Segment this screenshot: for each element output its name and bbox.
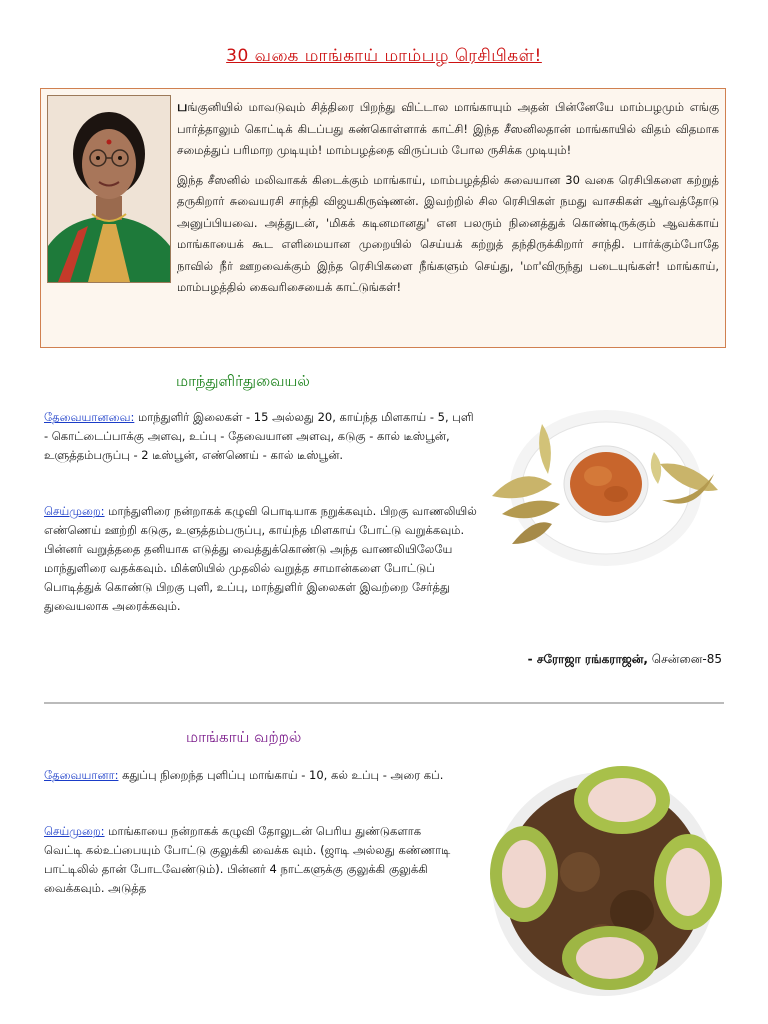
- section-divider: [44, 702, 724, 704]
- intro-paragraph-1: [47, 97, 719, 162]
- intro-paragraph-2: இந்த சீஸனில் மலிவாகக் கிடைக்கும் மாங்காய், மாம்பழத்தில் சுவையான 30 வகை ரெசிபிகளை கற்றுத் தருகிறார் சுவையரசி சாந்தி விஜயகிருஷ்ணன். இவற்றில் சில ரெசிபிகள் நமது வாசகிகள் ஆர்வத்தோடு அனுப்பியவை. அத்துடன், 'மிகக் கடினமானது' என பலரும் நினைத்துக் கொண்டிருக்கும் ஆவக்காய் மாங்காயைக் கூட எளிமையான முறையில் செய்யக் கற்றுத் தந்திருக்கிறார் சாந்தி. பார்க்கும்போதே நாவில் நீர் ஊறவைக்கும் இந்த ரெசிபிகளை நீங்களும் செய்து, 'மா'விருந்து படையுங்கள்! மாங்காய், மாம்பழத்தில் கைவரிசையைக் காட்டுங்கள்!: [177, 172, 719, 294]
- recipe2-ingredients-text: கதுப்பு நிறைந்த புளிப்பு மாங்காய் - 10, கல் உப்பு - அரை கப்.: [118, 768, 444, 782]
- recipe1-ingredients-text: மாந்துளிர் இலைகள் - 15 அல்லது 20, காய்ந்த மிளகாய் - 5, புளி - கொட்டைப்பாக்கு அளவு, உப்பு - தேவையான அளவு, கடுகு - கால் டீஸ்பூன், உளுத்தம்பருப்பு - 2 டீஸ்பூன், எண்ணெய் - கால் டீஸ்பூன்.: [44, 410, 474, 462]
- recipe1-author-city: சென்னை-85: [647, 652, 722, 666]
- recipe2-method: [44, 822, 454, 898]
- intro-paragraph-1-text: ங்குனியில் மாவடுவும் சித்திரை பிறந்து விட்டால மாங்காயும் அதன் பின்னேயே மாம்பழமும் எங்கு பார்த்தாலும் கொட்டிக் கிடப்பது கண்கொள்ளாக் காட்சி! இந்த சீஸனிலதான் மாங்காயில் விதம் விதமாக சமைத்துப் பரிமாற முடியும்! மாம்பழத்தை விருப்பம் போல ருசிக்க முடியும்!: [177, 100, 719, 157]
- recipe2-ingredients-label[interactable]: தேவையானா:: [44, 768, 119, 782]
- page-title: 30 வகை மாங்காய் மாம்பழ ரெசிபிகள்!: [226, 46, 542, 66]
- recipe2-method-label[interactable]: செய்முறை:: [44, 824, 105, 838]
- chutney-photo: [482, 404, 726, 572]
- intro-box: [40, 88, 726, 348]
- recipe1-title: மாந்துளிர்துவையல்: [176, 372, 310, 390]
- intro-dropcap: ப: [177, 99, 188, 115]
- recipe2-ingredients: [44, 766, 454, 785]
- recipe1-method-text: மாந்துளிரை நன்றாகக் கழுவி பொடியாக நறுக்கவும். பிறகு வாணலியில் எண்ணெய் ஊற்றி கடுகு, உளுத்தம்பருப்பு, காய்ந்த மிளகாய் போட்டு வறுக்கவும். பின்னர் வறுத்ததை தனியாக எடுத்து வைத்துக்கொண்டு அந்த வாணலியிலேயே மாந்துளிரை வதக்கவும். மிக்ஸியில் முதலில் வறுத்த சாமான்களை போட்டுப் பொடித்துக் கொண்டு பிறகு புளி, உப்பு, மாந்துளிர் இலைகள் இவற்றை சேர்த்து துவையலாக அரைக்கவும்.: [44, 504, 477, 613]
- intro-text: [47, 97, 719, 307]
- recipe1-author-name: - சரோஜா ரங்கராஜன்,: [527, 652, 648, 666]
- recipe1-ingredients: [44, 408, 480, 465]
- recipe2-method-text: மாங்காயை நன்றாகக் கழுவி தோலுடன் பெரிய துண்டுகளாக வெட்டி கல்உப்பையும் போட்டு குலுக்கி வைக்க வும். (ஜாடி அல்லது கண்ணாடி பாட்டிலில் தான் போடவேண்டும்). பின்னர் 4 நாட்களுக்கு குலுக்கி குலுக்கி வைக்கவும். அடுத்த: [44, 824, 451, 895]
- recipe1-author: [528, 652, 722, 668]
- recipe1-ingredients-label[interactable]: தேவையானவை:: [44, 410, 135, 424]
- recipe2-title: மாங்காய் வற்றல்: [186, 728, 302, 746]
- recipe1-method-top: [44, 502, 480, 616]
- recipe1-method-label[interactable]: செய்முறை:: [44, 504, 105, 518]
- mango-pickle-photo: [482, 762, 726, 1000]
